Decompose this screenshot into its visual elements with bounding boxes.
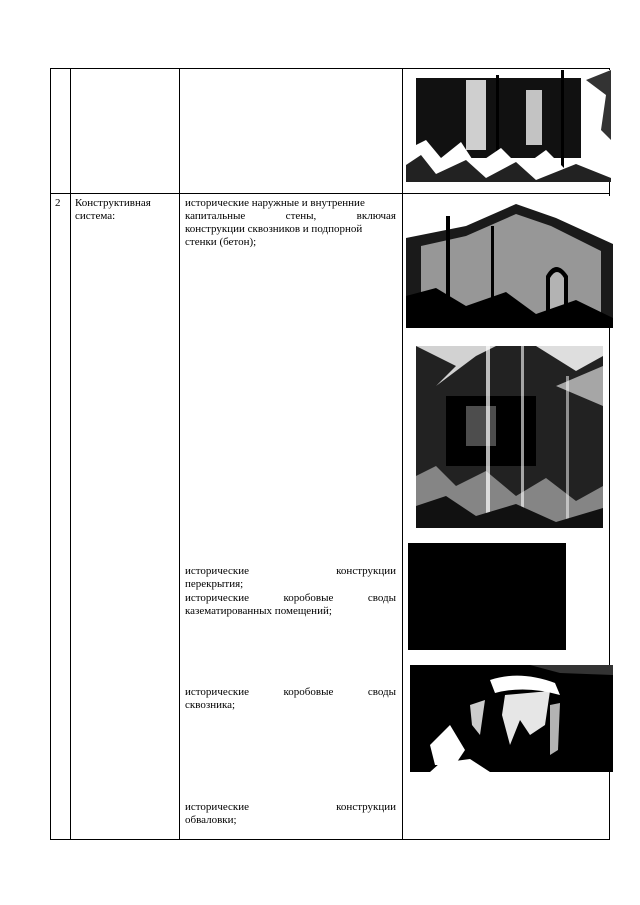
item-line: обваловки;: [185, 814, 237, 826]
item-line: исторические наружные и внутренние: [185, 197, 365, 209]
row-number: 2: [55, 197, 61, 209]
ruined-wall-photo: [406, 70, 611, 182]
item-line: исторические коробовые своды: [185, 686, 396, 698]
item-line: капитальные стены, включая: [185, 210, 396, 222]
overgrown-ruin-photo: [416, 346, 603, 528]
item-line: стенки (бетон);: [185, 236, 257, 248]
dark-interior-photo: [408, 543, 566, 650]
table-left-border: [50, 68, 51, 840]
item-line: исторические конструкции: [185, 801, 396, 813]
item-line: исторические коробовые своды: [185, 592, 396, 604]
item-line: сквозника;: [185, 699, 236, 711]
item-line: конструкции сквозников и подпорной: [185, 223, 363, 235]
item-line: исторические конструкции: [185, 565, 396, 577]
column-divider-name: [179, 68, 180, 840]
row-divider: [50, 193, 610, 194]
item-line: перекрытия;: [185, 578, 244, 590]
table-bottom-border: [50, 839, 610, 840]
column-divider-number: [70, 68, 71, 840]
table-top-border: [50, 68, 610, 69]
tunnel-vault-photo: [410, 665, 613, 772]
column-divider-description: [402, 68, 403, 840]
item-line: казематированных помещений;: [185, 605, 332, 617]
row-name: Конструктивная система:: [75, 197, 151, 222]
arched-facade-photo: [406, 196, 613, 328]
